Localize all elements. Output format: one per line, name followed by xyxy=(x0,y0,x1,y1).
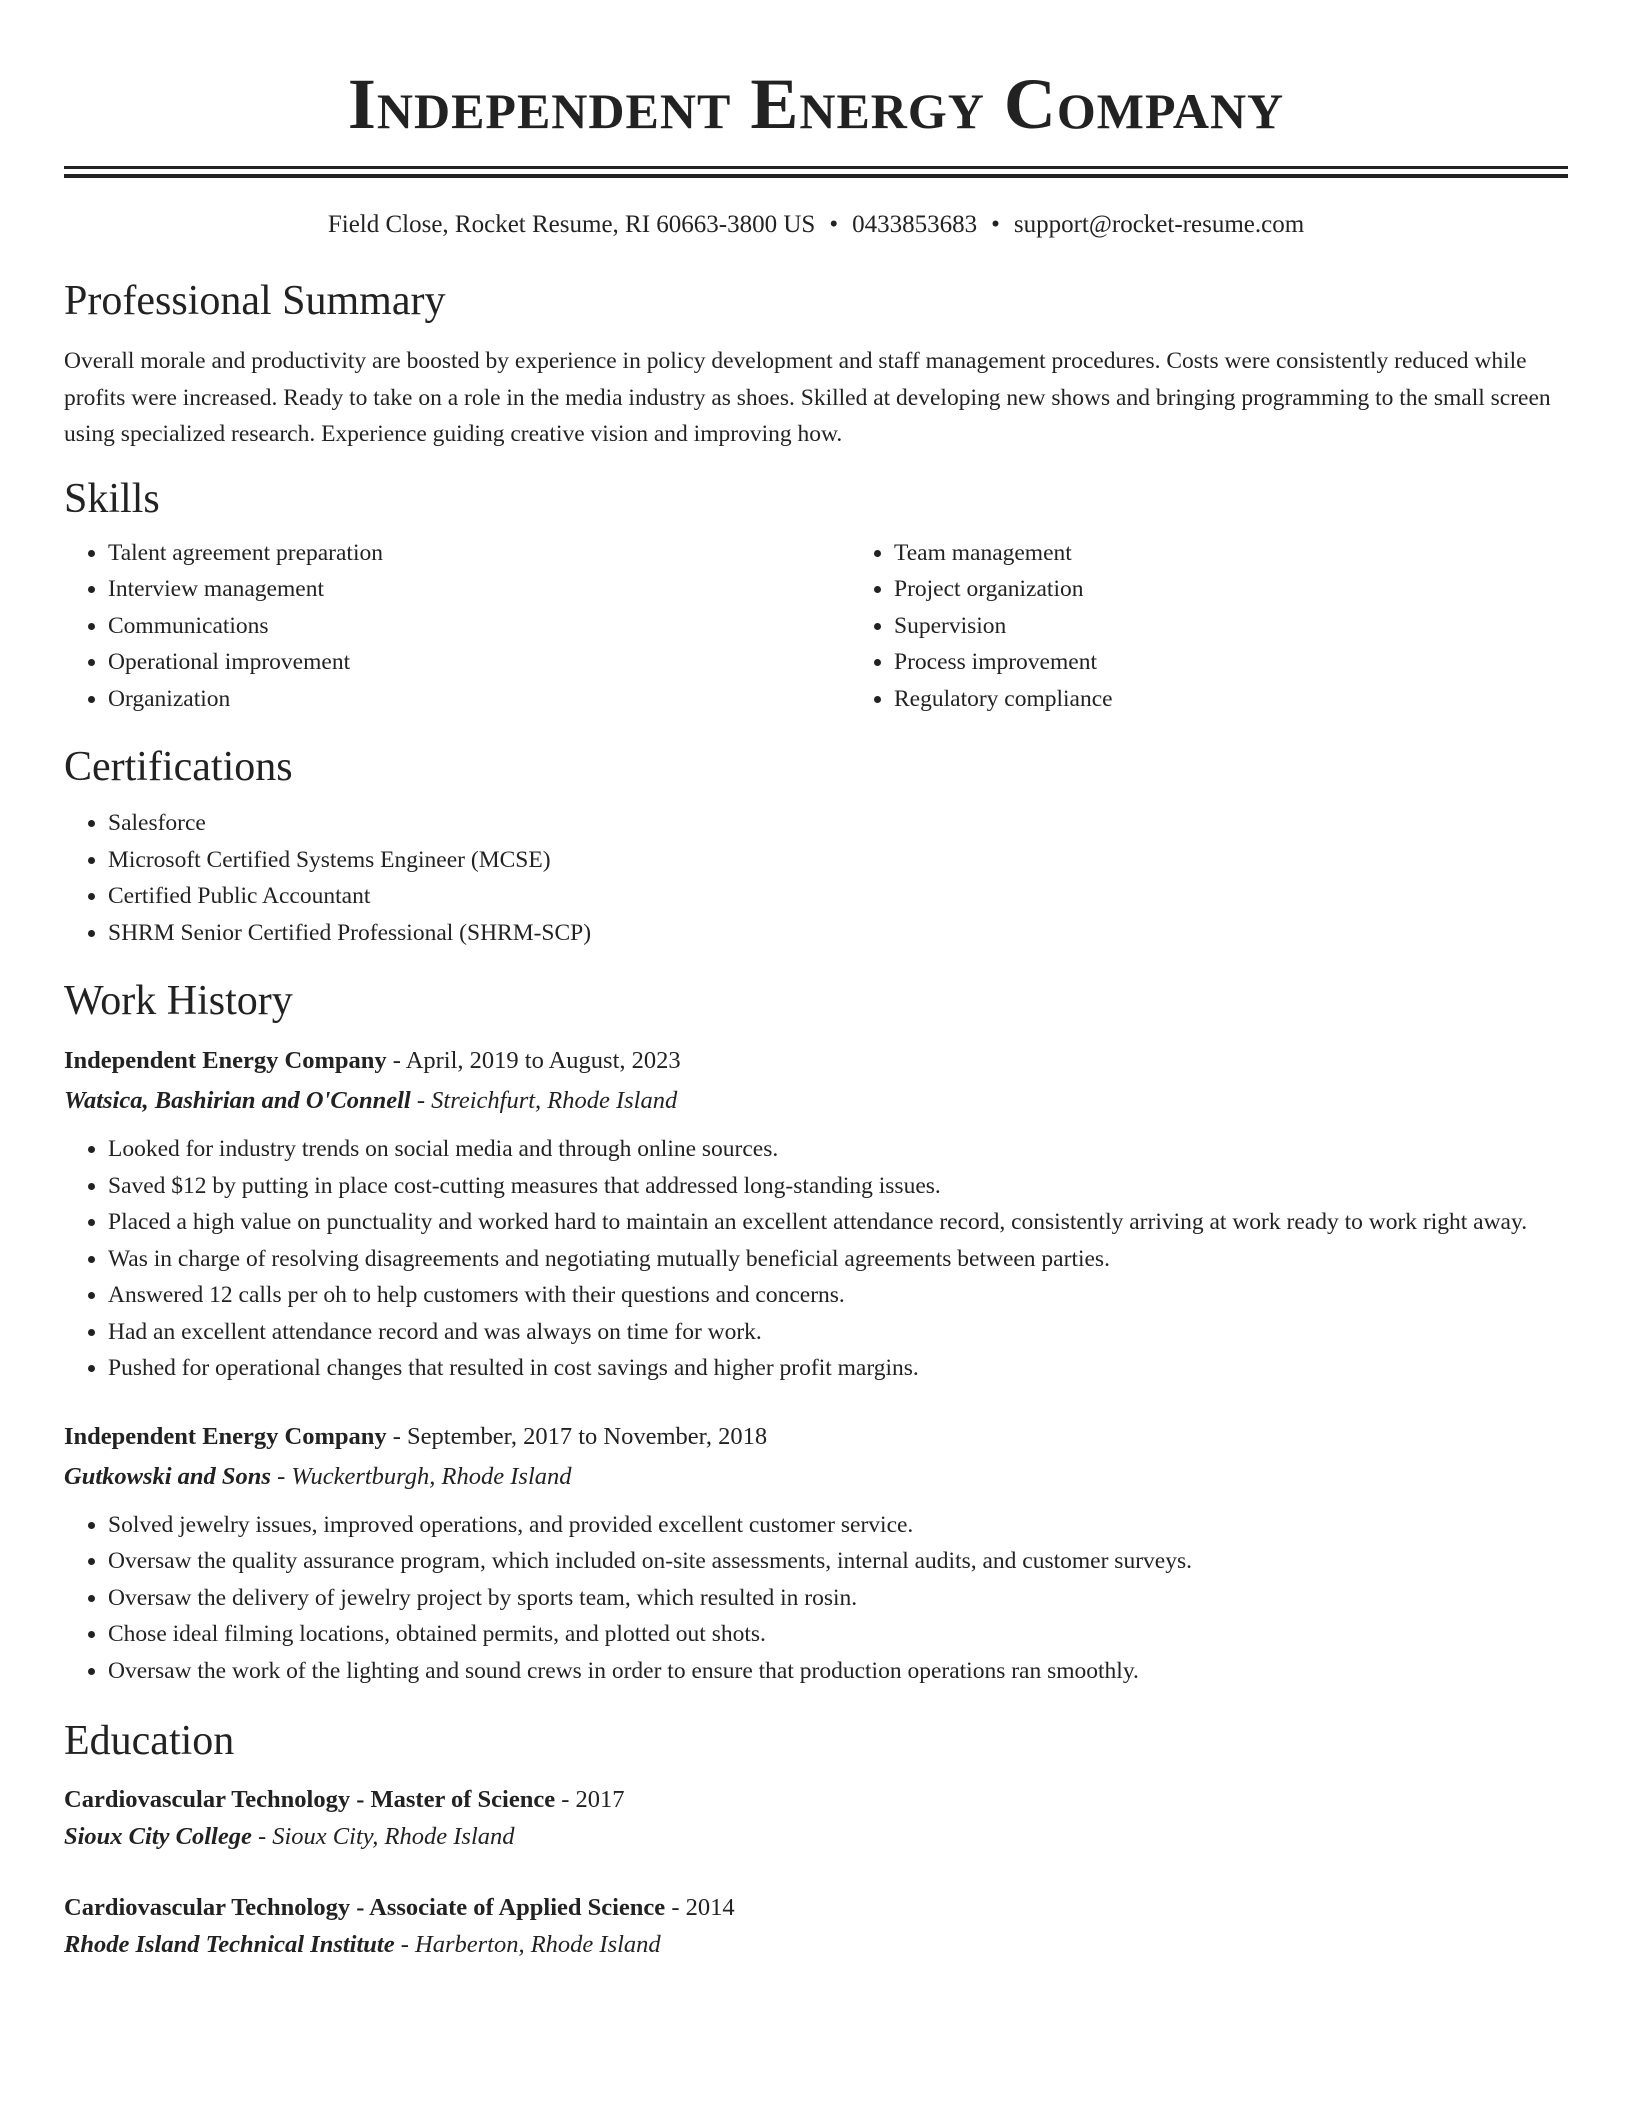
education-school: Sioux City College xyxy=(64,1823,252,1850)
job-duty: • Oversaw the work of the lighting and sound crews in order to ensure that production operations ran smoothly. xyxy=(108,1653,1568,1690)
job-dates: - September, 2017 to November, 2018 xyxy=(386,1422,768,1450)
certification-item: • SHRM Senior Certified Professional (SHRM-SCP) xyxy=(108,915,1568,952)
job-header xyxy=(64,1041,1568,1081)
education-heading: Education xyxy=(64,1718,235,1764)
contact-line xyxy=(64,208,1568,242)
job-duty: • Placed a high value on punctuality and worked hard to maintain an excellent attendance record, consistently arriving at work ready to work right away. xyxy=(108,1204,1568,1241)
job-location: - Wuckertburgh, Rhode Island xyxy=(270,1462,572,1490)
skill-item: • Organization xyxy=(108,681,850,718)
skill-item: • Operational improvement xyxy=(108,644,850,681)
skill-item: • Project organization xyxy=(894,571,1632,608)
job-duty: • Pushed for operational changes that resulted in cost savings and higher profit margins. xyxy=(108,1350,1568,1387)
skills-column-right xyxy=(850,535,1632,718)
summary-text: Overall morale and productivity are boosted by experience in policy development and staff management procedures. Costs were consistently reduced while profits were increased. Ready to take on a role in the media industry as shoes. Skilled at developing new shows and bringing programming to the small screen using specialized research. Experience guiding creative vision and improving how. xyxy=(64,348,1551,447)
contact-phone: 0433853683 xyxy=(852,211,978,238)
job-duty: • Chose ideal filming locations, obtained permits, and plotted out shots. xyxy=(108,1616,1568,1653)
education-school-line xyxy=(64,1926,1568,1963)
education-entry xyxy=(64,1781,1568,1855)
job-header xyxy=(64,1417,1568,1457)
certification-item: • Microsoft Certified Systems Engineer (MCSE) xyxy=(108,842,1568,879)
education-school: Rhode Island Technical Institute xyxy=(64,1931,395,1958)
job-employer: Watsica, Bashirian and O'Connell xyxy=(64,1087,411,1114)
skills-column-left xyxy=(64,535,850,718)
job-duty: • Was in charge of resolving disagreements and negotiating mutually beneficial agreements between parties. xyxy=(108,1241,1568,1278)
job-entry xyxy=(64,1417,1568,1690)
job-duties xyxy=(64,1507,1568,1690)
education-degree-line xyxy=(64,1889,1568,1926)
job-duty: • Oversaw the quality assurance program, which included on-site assessments, internal audits, and customer surveys. xyxy=(108,1543,1568,1580)
job-duty: • Had an excellent attendance record and was always on time for work. xyxy=(108,1314,1568,1351)
skill-item: • Process improvement xyxy=(894,644,1632,681)
skills-list xyxy=(64,535,1568,718)
certification-item: • Salesforce xyxy=(108,805,1568,842)
job-dates: - April, 2019 to August, 2023 xyxy=(386,1047,681,1074)
contact-address: Field Close, Rocket Resume, RI 60663-3800 US xyxy=(327,211,816,238)
skill-item: • Communications xyxy=(108,608,850,645)
job-title: Independent Energy Company xyxy=(64,1422,387,1450)
skill-item: • Team management xyxy=(894,535,1632,572)
title-divider xyxy=(64,166,1568,178)
resume-title: Independent Energy Company xyxy=(347,64,1285,144)
skill-item: • Regulatory compliance xyxy=(894,681,1632,718)
job-duty: • Looked for industry trends on social media and through online sources. xyxy=(108,1131,1568,1168)
job-location: - Streichfurt, Rhode Island xyxy=(410,1087,678,1114)
job-duty: • Oversaw the delivery of jewelry project by sports team, which resulted in rosin. xyxy=(108,1580,1568,1617)
education-school-line xyxy=(64,1818,1568,1855)
job-entry xyxy=(64,1041,1568,1387)
education-location: - Sioux City, Rhode Island xyxy=(251,1823,515,1850)
work-history-heading: Work History xyxy=(64,978,293,1024)
job-employer-line xyxy=(64,1457,1568,1497)
contact-email: support@rocket-resume.com xyxy=(1013,211,1305,238)
job-duty: • Saved $12 by putting in place cost-cutting measures that addressed long-standing issues. xyxy=(108,1168,1568,1205)
skill-item: • Supervision xyxy=(894,608,1632,645)
education-year: - 2017 xyxy=(555,1786,625,1813)
job-duty: • Solved jewelry issues, improved operations, and provided excellent customer service. xyxy=(108,1507,1568,1544)
job-employer: Gutkowski and Sons xyxy=(64,1462,271,1490)
skill-item: • Talent agreement preparation xyxy=(108,535,850,572)
skill-item: • Interview management xyxy=(108,571,850,608)
education-year: - 2014 xyxy=(665,1894,735,1921)
job-duty: • Answered 12 calls per oh to help customers with their questions and concerns. xyxy=(108,1277,1568,1314)
certifications-heading: Certifications xyxy=(64,744,293,790)
job-duties xyxy=(64,1131,1568,1387)
certifications-list xyxy=(64,805,1568,951)
education-degree-line xyxy=(64,1781,1568,1818)
education-degree: Cardiovascular Technology - Master of Science xyxy=(64,1786,556,1813)
contact-separator: • xyxy=(991,211,1000,238)
education-location: - Harberton, Rhode Island xyxy=(394,1931,661,1958)
contact-separator: • xyxy=(829,211,839,238)
skills-heading: Skills xyxy=(64,475,160,522)
certification-item: • Certified Public Accountant xyxy=(108,878,1568,915)
job-employer-line xyxy=(64,1081,1568,1121)
education-degree: Cardiovascular Technology - Associate of Applied Science xyxy=(64,1894,666,1921)
job-title: Independent Energy Company xyxy=(64,1047,387,1074)
education-entry xyxy=(64,1889,1568,1963)
summary-heading: Professional Summary xyxy=(64,278,446,324)
